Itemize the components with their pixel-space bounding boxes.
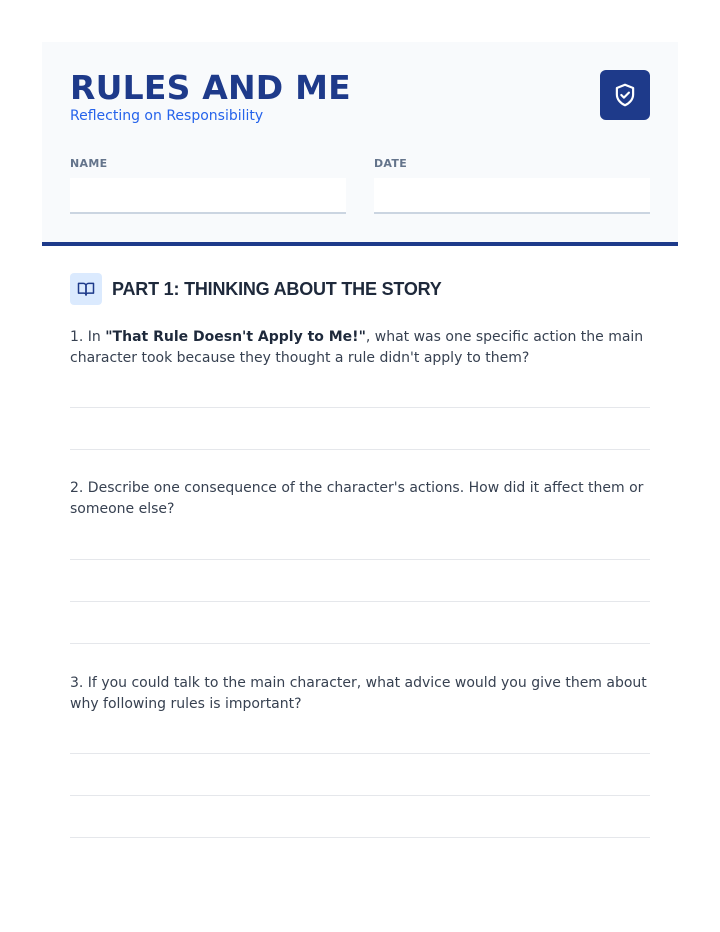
page-subtitle: Reflecting on Responsibility	[70, 108, 264, 124]
shield-check-icon	[612, 82, 638, 108]
question-1	[70, 327, 660, 369]
date-field[interactable]	[374, 178, 650, 214]
answer-line[interactable]	[70, 795, 650, 796]
book-icon-box	[70, 273, 102, 305]
question-1-rest: , what was one specific action the main character took because they thought a rule didn't apply to them?	[70, 329, 644, 366]
answer-line[interactable]	[70, 643, 650, 644]
worksheet-header	[42, 42, 678, 246]
answer-line[interactable]	[70, 837, 650, 838]
question-1-prefix: 1. In	[70, 329, 106, 345]
book-icon	[77, 280, 95, 298]
answer-line[interactable]	[70, 559, 650, 560]
date-label: DATE	[374, 157, 408, 170]
name-field[interactable]	[70, 178, 346, 214]
answer-line[interactable]	[70, 753, 650, 754]
page-title: RULES AND ME	[70, 68, 351, 107]
question-2: 2. Describe one consequence of the character's actions. How did it affect them or someone else?	[70, 480, 644, 517]
answer-line[interactable]	[70, 601, 650, 602]
question-1-story-title: "That Rule Doesn't Apply to Me!"	[105, 329, 366, 345]
section-title: PART 1: THINKING ABOUT THE STORY	[112, 278, 442, 299]
shield-badge	[600, 70, 650, 120]
answer-line[interactable]	[70, 407, 650, 408]
question-3: 3. If you could talk to the main character, what advice would you give them about why following rules is important?	[70, 675, 647, 712]
name-label: NAME	[70, 157, 108, 170]
answer-line[interactable]	[70, 449, 650, 450]
section-heading	[70, 273, 442, 305]
